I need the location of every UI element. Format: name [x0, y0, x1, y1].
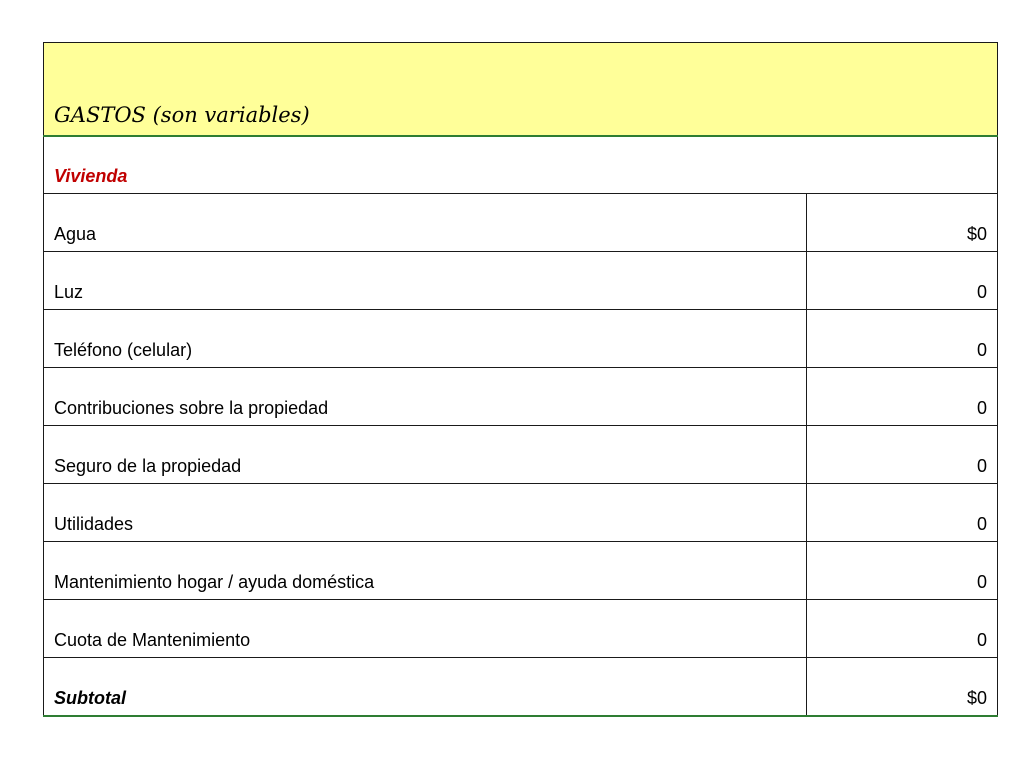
subtotal-label: Subtotal: [44, 658, 807, 716]
row-amount: 0: [807, 426, 998, 484]
row-label: Agua: [44, 194, 807, 252]
row-label: Utilidades: [44, 484, 807, 542]
section-heading: Vivienda: [44, 136, 998, 194]
subtotal-amount: $0: [807, 658, 998, 716]
row-amount: 0: [807, 310, 998, 368]
row-label: Cuota de Mantenimiento: [44, 600, 807, 658]
table-row: [44, 252, 998, 310]
row-amount: $0: [807, 194, 998, 252]
row-amount: 0: [807, 542, 998, 600]
table-row: [44, 542, 998, 600]
table-row: [44, 600, 998, 658]
row-amount: 0: [807, 484, 998, 542]
row-amount: 0: [807, 600, 998, 658]
table-row: [44, 426, 998, 484]
title-row: [44, 43, 998, 136]
section-row: [44, 136, 998, 194]
table-title: GASTOS (son variables): [44, 43, 998, 136]
row-label: Teléfono (celular): [44, 310, 807, 368]
expenses-table: [43, 42, 998, 717]
row-label: Mantenimiento hogar / ayuda doméstica: [44, 542, 807, 600]
row-label: Luz: [44, 252, 807, 310]
row-amount: 0: [807, 368, 998, 426]
row-amount: 0: [807, 252, 998, 310]
table-row: [44, 310, 998, 368]
table-row: [44, 484, 998, 542]
row-label: Contribuciones sobre la propiedad: [44, 368, 807, 426]
subtotal-row: [44, 658, 998, 716]
table-row: [44, 368, 998, 426]
table-row: [44, 194, 998, 252]
row-label: Seguro de la propiedad: [44, 426, 807, 484]
